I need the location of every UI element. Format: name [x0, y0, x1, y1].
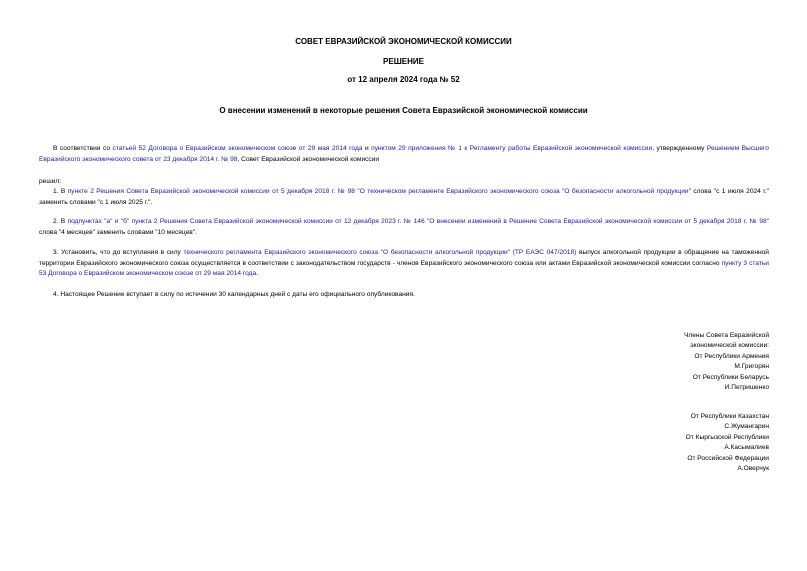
preamble-text-1: В соответствии со — [53, 145, 113, 152]
signature-line: От Российской Федерации — [687, 454, 769, 462]
p3-text-2: выпуск алкогольной продукции в обращение на таможенной территории Евразийского экономического союза осуществляется в соответствии с законодательством государств - членов Евразийского экономического союза или актами Евразийской экономической комиссии согласно — [39, 249, 769, 267]
signature-line: М.Григорян — [734, 363, 769, 371]
signature-line: От Республики Армения — [694, 352, 769, 360]
council-title: СОВЕТ ЕВРАЗИЙСКОЙ ЭКОНОМИЧЕСКОЙ КОМИССИИ — [295, 37, 512, 46]
doc-date-number: от 12 апреля 2024 года № 52 — [347, 75, 460, 84]
link-article-52[interactable]: статьей 52 Договора о Евразийском экономическом союзе от 29 мая 2014 года — [112, 145, 363, 152]
signature-line: От Республики Казахстан — [690, 413, 769, 420]
doc-type: РЕШЕНИЕ — [383, 57, 424, 66]
signature-line: экономической комиссии: — [690, 342, 769, 350]
p2-text-2: слова "4 месяцев" заменить словами "10 месяцев". — [39, 228, 197, 236]
p1-text-2: слова "с 1 июля 2024 г." заменить словами "с 1 июля 2025 г.". — [39, 188, 770, 206]
signature-block-1 — [684, 331, 769, 393]
signature-line: От Республики Беларусь — [692, 373, 769, 381]
link-p1-decision[interactable]: пункте 2 Решения Совета Евразийской экономической комиссии от 5 декабря 2018 г. № 98 "О техническом регламенте Евразийского экономического союза "О безопасности алкогольной продукции" — [67, 188, 691, 195]
p3-text-1: 3. Установить, что до вступления в силу — [53, 249, 184, 256]
paragraph-3 — [39, 248, 769, 280]
p3-text-3: . — [256, 270, 259, 277]
paragraph-1 — [39, 187, 769, 208]
preamble-text-3: , утвержденному — [652, 145, 707, 152]
preamble-text-2: и — [362, 145, 372, 152]
signature-line: От Кыргызской Республики — [685, 433, 769, 441]
link-decision-98[interactable]: Решением Высшего Евразийского экономического совета от 23 декабря 2014 г. № 98 — [39, 145, 769, 163]
link-p2-subpoints[interactable]: подпунктах "а" и "б" пункта 2 Решения Совета Евразийской экономической комиссии от 12 декабря 2023 г. № 146 "О внесении изменений в Решение Совета Евразийской экономической комиссии от 5 декабря 2018 г. № 98" — [67, 218, 769, 225]
link-tech-regulation[interactable]: технического регламента Евразийского экономического союза "О безопасности алкогольной продукции" (ТР ЕАЭС 047/2018) — [183, 249, 577, 256]
p2-text-1: 2. В — [53, 218, 68, 225]
signature-line: Члены Совета Евразийской — [683, 332, 769, 339]
preamble-paragraph — [39, 144, 769, 165]
decided-label: решил: — [39, 178, 61, 185]
signature-line: С.Жумангарин — [724, 423, 769, 431]
p1-text-1: 1. В — [53, 188, 68, 195]
signature-line: И.Петришенко — [724, 384, 769, 392]
link-article-53[interactable]: пункту 3 статьи 53 Договора о Евразийском экономическом союзе от 29 мая 2014 года — [39, 259, 769, 277]
signature-block-2 — [686, 412, 769, 474]
paragraph-2 — [39, 217, 769, 238]
preamble-text-4: , Совет Евразийской экономической комиссии — [237, 155, 380, 163]
doc-subject: О внесении изменений в некоторые решения Совета Евразийской экономической комиссии — [219, 106, 588, 115]
signature-line: А.Оверчук — [737, 465, 769, 473]
signature-line: А.Касымалиев — [724, 444, 769, 452]
link-point-29[interactable]: пунктом 29 приложения № 1 к Регламенту работы Евразийской экономической комиссии — [371, 145, 653, 152]
paragraph-4: 4. Настоящее Решение вступает в силу по истечении 30 календарных дней с даты его официального опубликования. — [53, 291, 415, 298]
